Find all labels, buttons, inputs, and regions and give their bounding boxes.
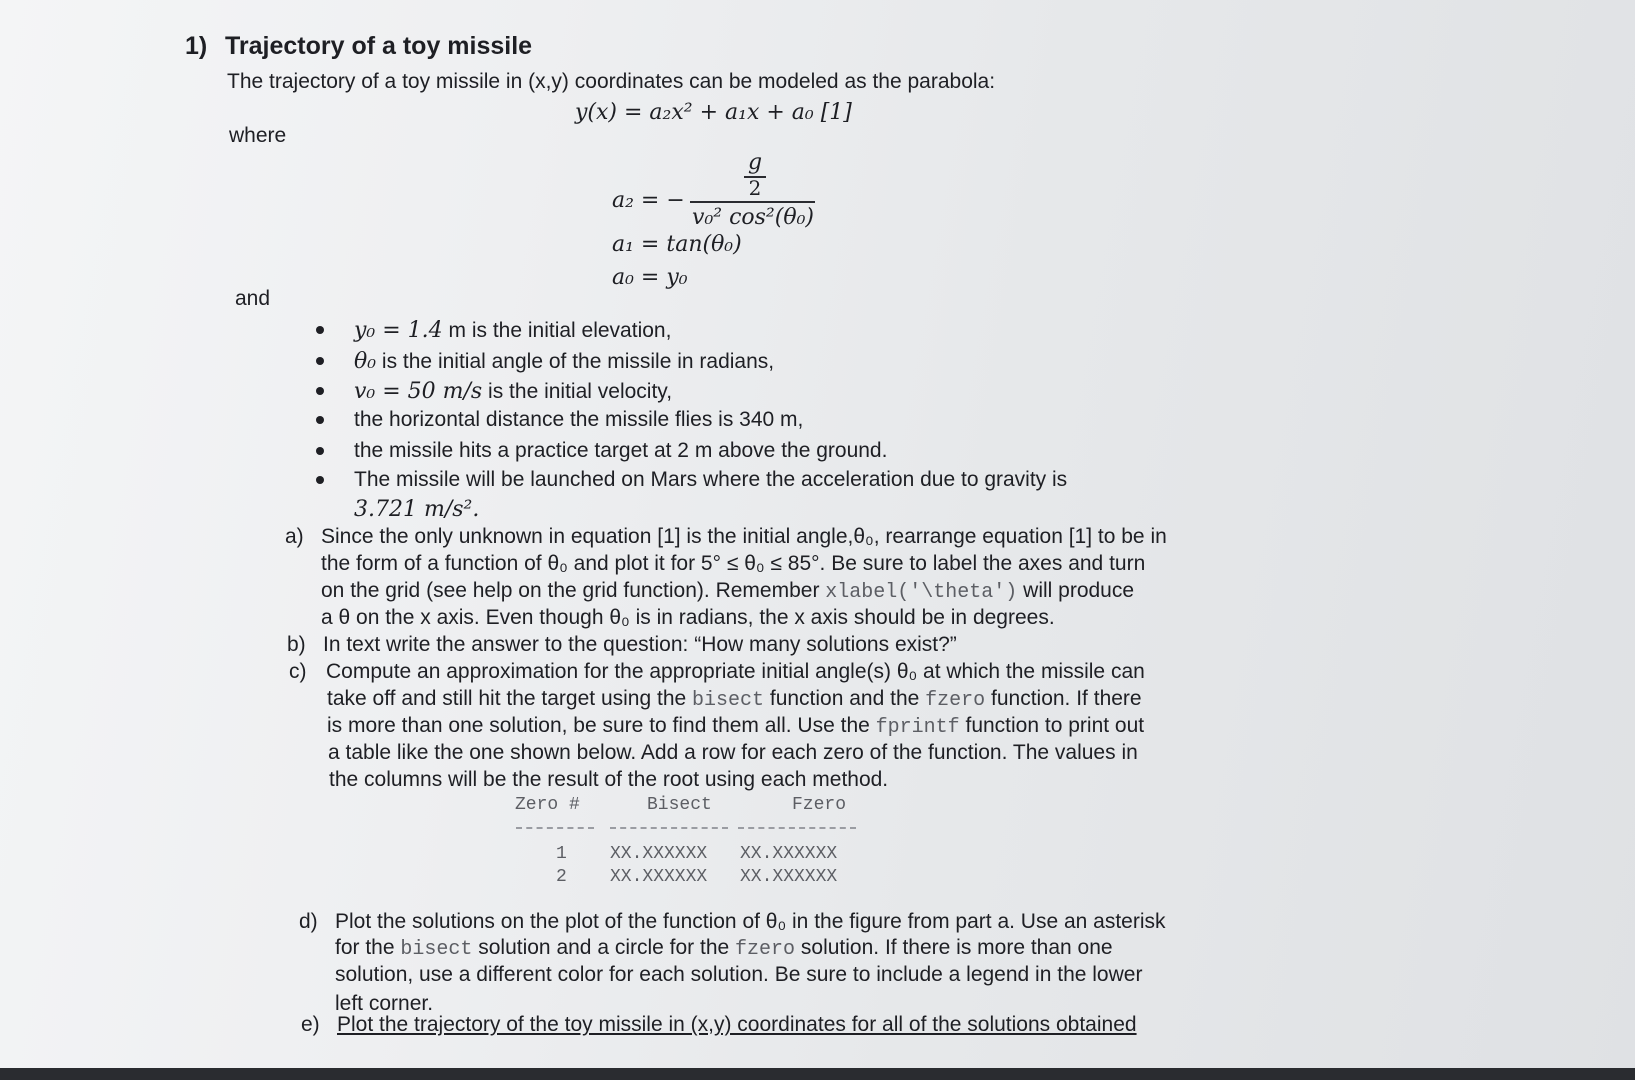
part-c-text: is more than one solution, be sure to find them all. Use the fprintf function to print out: [327, 714, 1145, 739]
code-bisect: bisect: [400, 938, 473, 961]
problem-title: Trajectory of a toy missile: [225, 32, 533, 60]
condition-item: v₀ = 50 m/s is the initial velocity,: [354, 379, 673, 404]
part-b-label: b): [287, 633, 306, 656]
a2-lhs: a₂ = −: [612, 188, 685, 213]
part-e-label: e): [301, 1013, 320, 1036]
bullet-dot: [316, 447, 324, 455]
part-d-label: d): [299, 910, 318, 933]
part-c-text: Compute an approximation for the appropriate initial angle(s) θ₀ at which the missile can: [326, 660, 1145, 683]
table-header: Fzero: [792, 795, 847, 815]
part-a-text: on the grid (see help on the grid function). Remember xlabel('\theta') will produce: [321, 579, 1135, 604]
part-c-label: c): [289, 660, 307, 683]
a0-equation: a₀ = y₀: [612, 265, 688, 290]
table-rule: [610, 827, 728, 829]
part-d-text: solution, use a different color for each solution. Be sure to include a legend in the lower: [335, 963, 1143, 986]
table-header: Zero #: [515, 795, 580, 815]
bullet-dot: [316, 387, 324, 395]
gravity-value: 3.721 m/s².: [354, 497, 480, 522]
table-header: Bisect: [647, 795, 712, 815]
code-fprintf: fprintf: [875, 716, 960, 739]
a1-equation: a₁ = tan(θ₀): [612, 232, 742, 257]
table-cell: XX.XXXXXX: [610, 867, 708, 887]
part-d-text: for the bisect solution and a circle for the fzero solution. If there is more than one: [335, 936, 1113, 961]
table-cell: XX.XXXXXX: [610, 844, 708, 864]
table-rule: [516, 827, 594, 829]
part-c-text: take off and still hit the target using the bisect function and the fzero function. If there: [327, 687, 1142, 712]
part-b-text: In text write the answer to the question: “How many solutions exist?”: [323, 633, 957, 656]
screen-bezel: [0, 1068, 1635, 1080]
table-cell: 1: [556, 844, 567, 864]
part-a-label: a): [285, 525, 304, 548]
part-a-text: the form of a function of θ₀ and plot it for 5° ≤ θ₀ ≤ 85°. Be sure to label the axes and turn: [321, 552, 1146, 575]
part-d-text: left corner.: [335, 992, 434, 1015]
a2-denominator: v₀² cos²(θ₀): [692, 205, 814, 230]
table-cell: XX.XXXXXX: [740, 844, 838, 864]
table-cell: 2: [556, 867, 567, 887]
part-d-text: Plot the solutions on the plot of the function of θ₀ in the figure from part a. Use an asterisk: [335, 910, 1166, 933]
main-equation: y(x) = a₂x² + a₁x + a₀ [1]: [575, 100, 852, 125]
where-label: where: [229, 124, 287, 147]
code-fzero: fzero: [925, 689, 986, 712]
bullet-dot: [316, 357, 324, 365]
code-xlabel: xlabel('\theta'): [825, 581, 1018, 604]
a2-numerator-g: g: [747, 150, 763, 175]
part-e-text: Plot the trajectory of the toy missile in (x,y) coordinates for all of the solutions obtained: [337, 1013, 1137, 1036]
a2-fraction-bar: [690, 201, 815, 203]
table-cell: XX.XXXXXX: [740, 867, 838, 887]
part-a-text: Since the only unknown in equation [1] is the initial angle,θ₀, rearrange equation [1] to be in: [321, 525, 1167, 548]
part-a-text: a θ on the x axis. Even though θ₀ is in radians, the x axis should be in degrees.: [321, 606, 1055, 629]
condition-item: y₀ = 1.4 m is the initial elevation,: [354, 318, 672, 343]
part-c-text: a table like the one shown below. Add a row for each zero of the function. The values in: [328, 741, 1138, 764]
code-bisect: bisect: [692, 689, 765, 712]
a2-numerator-2: 2: [748, 176, 762, 200]
part-c-text: the columns will be the result of the root using each method.: [329, 768, 889, 791]
problem-number: 1): [185, 32, 208, 60]
bullet-dot: [316, 476, 324, 484]
condition-item: the horizontal distance the missile flies is 340 m,: [354, 408, 804, 431]
condition-item: The missile will be launched on Mars where the acceleration due to gravity is: [354, 468, 1068, 491]
and-label: and: [235, 287, 271, 310]
condition-item: θ₀ is the initial angle of the missile in radians,: [354, 349, 775, 374]
bullet-dot: [316, 326, 324, 334]
code-fzero: fzero: [735, 938, 796, 961]
bullet-dot: [316, 416, 324, 424]
condition-item: the missile hits a practice target at 2 m above the ground.: [354, 439, 888, 462]
intro-text: The trajectory of a toy missile in (x,y) coordinates can be modeled as the parabola:: [227, 70, 996, 93]
table-rule: [738, 827, 856, 829]
